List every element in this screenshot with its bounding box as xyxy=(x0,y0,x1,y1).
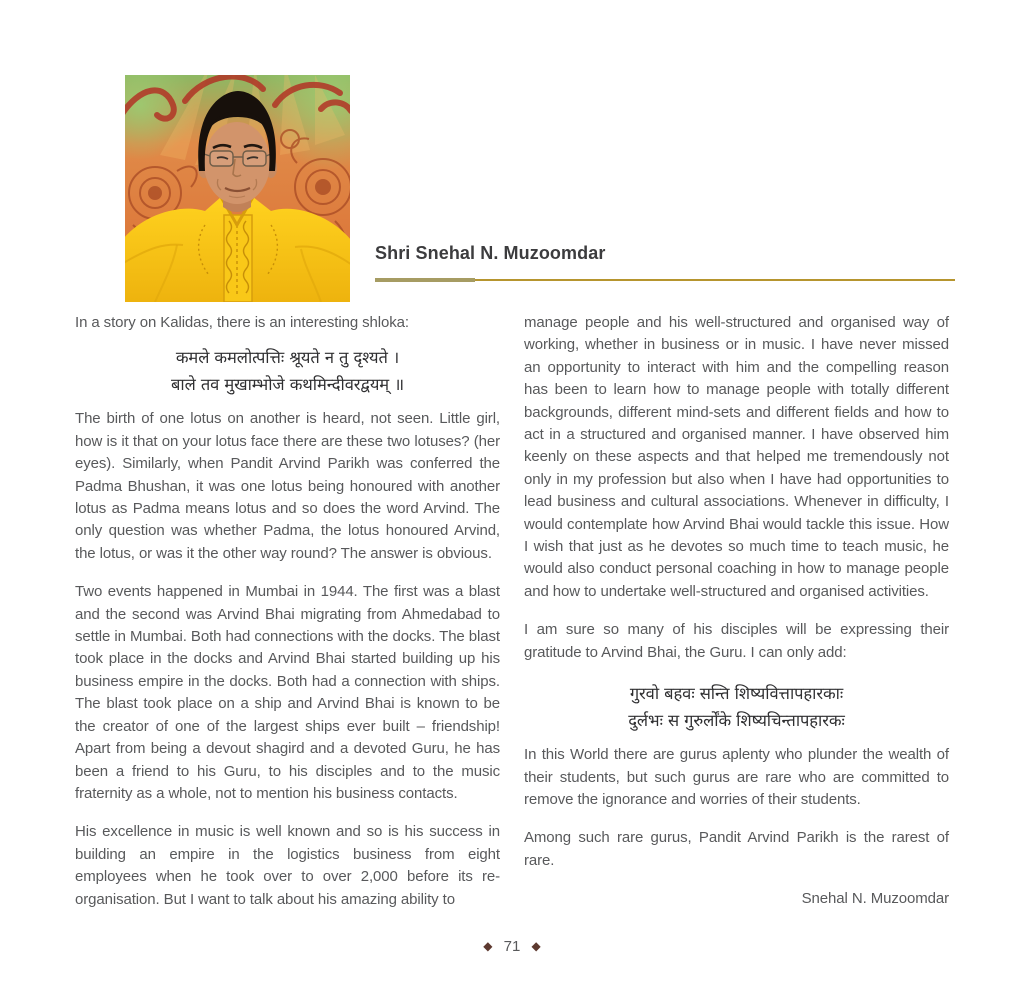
page-title: Shri Snehal N. Muzoomdar xyxy=(375,243,606,263)
page-footer xyxy=(0,938,1024,955)
portrait-photo xyxy=(125,75,350,302)
portrait-photo-illustration xyxy=(125,75,350,302)
sanskrit-shloka-2 xyxy=(524,680,949,734)
title-rule-thin-segment xyxy=(475,279,955,281)
title-rule xyxy=(375,278,955,283)
left-paragraph-3: His excellence in music is well known and so is his success in building an empire in the logistics business from eight employees when he took over to over 2,000 before its re-organisation. But I want to talk about his amazing ability to xyxy=(75,823,500,908)
page-number: 71 xyxy=(503,938,521,955)
left-paragraph-1: The birth of one lotus on another is heard, not seen. Little girl, how is it that on your lotus face there are these two lotuses? (her eyes). Similarly, when Pandit Arvind Parikh was conferred the Padma Bhushan, it was one lotus being honoured with another lotus as Padma means lotus and so does the word Arvind. The only question was whether Padma, the lotus honoured Arvind, the lotus, or was it the other way round? The answer is obvious. xyxy=(75,410,500,562)
title-rule-thick-segment xyxy=(375,278,475,282)
diamond-icon: ◆ xyxy=(531,939,541,953)
right-paragraph-1: manage people and his well-structured and organised way of working, whether in business or in music. I have never missed an opportunity to interact with him and the compelling reason has been to learn how to manage people with totally different backgrounds, different mind-sets and different fields and how to act in a structured and organised manner. I have observed him keenly on these aspects and that helped me tremendously not only in my profession but also when I have had opportunities to lead business and cultural associations. Whenever in difficulty, I would contemplate how Arvind Bhai would tackle this issue. How I wish that just as he devotes so much time to teach music, he would also conduct personal coaching in how to manage people and how to undertake well-structured and organised activities. xyxy=(524,314,949,600)
title-block xyxy=(375,243,955,283)
left-paragraph-2: Two events happened in Mumbai in 1944. The first was a blast and the second was Arvind Bhai migrating from Ahmedabad to settle in Mumbai. Both had connections with the docks. The blast took place in the docks and Arvind Bhai started building up his business empire in the docks. Both had a connection with ships. The blast took place on a ship and Arvind Bhai is known to be the creator of one of the largest ships ever built – friendship! Apart from being a devout shagird and a devoted Guru, he has been a friend to his Guru, to his disciples and to the music fraternity as a whole, not to mention his business contacts. xyxy=(75,583,500,802)
sanskrit-shloka-1 xyxy=(75,344,500,398)
shloka-2-line-2: दुर्लभः स गुरुर्लोंके शिष्यचिन्तापहारकः xyxy=(628,711,845,731)
shloka-1-line-2: बाले तव मुखाम्भोजे कथमिन्दीवरद्वयम् ॥ xyxy=(171,375,404,395)
left-column xyxy=(75,312,500,927)
right-paragraph-2: I am sure so many of his disciples will be expressing their gratitude to Arvind Bhai, the Guru. I can only add: xyxy=(524,621,949,661)
author-signature: Snehal N. Muzoomdar xyxy=(801,890,949,908)
right-column xyxy=(524,312,949,927)
diamond-icon: ◆ xyxy=(483,939,493,953)
shloka-1-line-1: कमले कमलोत्पत्तिः श्रूयते न तु दृश्यते । xyxy=(175,348,400,368)
article-body xyxy=(75,312,949,927)
shloka-2-line-1: गुरवो बहवः सन्ति शिष्यवित्तापहारकाः xyxy=(629,684,844,704)
right-paragraph-4: Among such rare gurus, Pandit Arvind Parikh is the rarest of rare. xyxy=(524,829,949,869)
intro-line: In a story on Kalidas, there is an interesting shloka: xyxy=(75,314,409,331)
right-paragraph-3: In this World there are gurus aplenty who plunder the wealth of their students, but such gurus are rare who are committed to remove the ignorance and worries of their students. xyxy=(524,746,949,808)
